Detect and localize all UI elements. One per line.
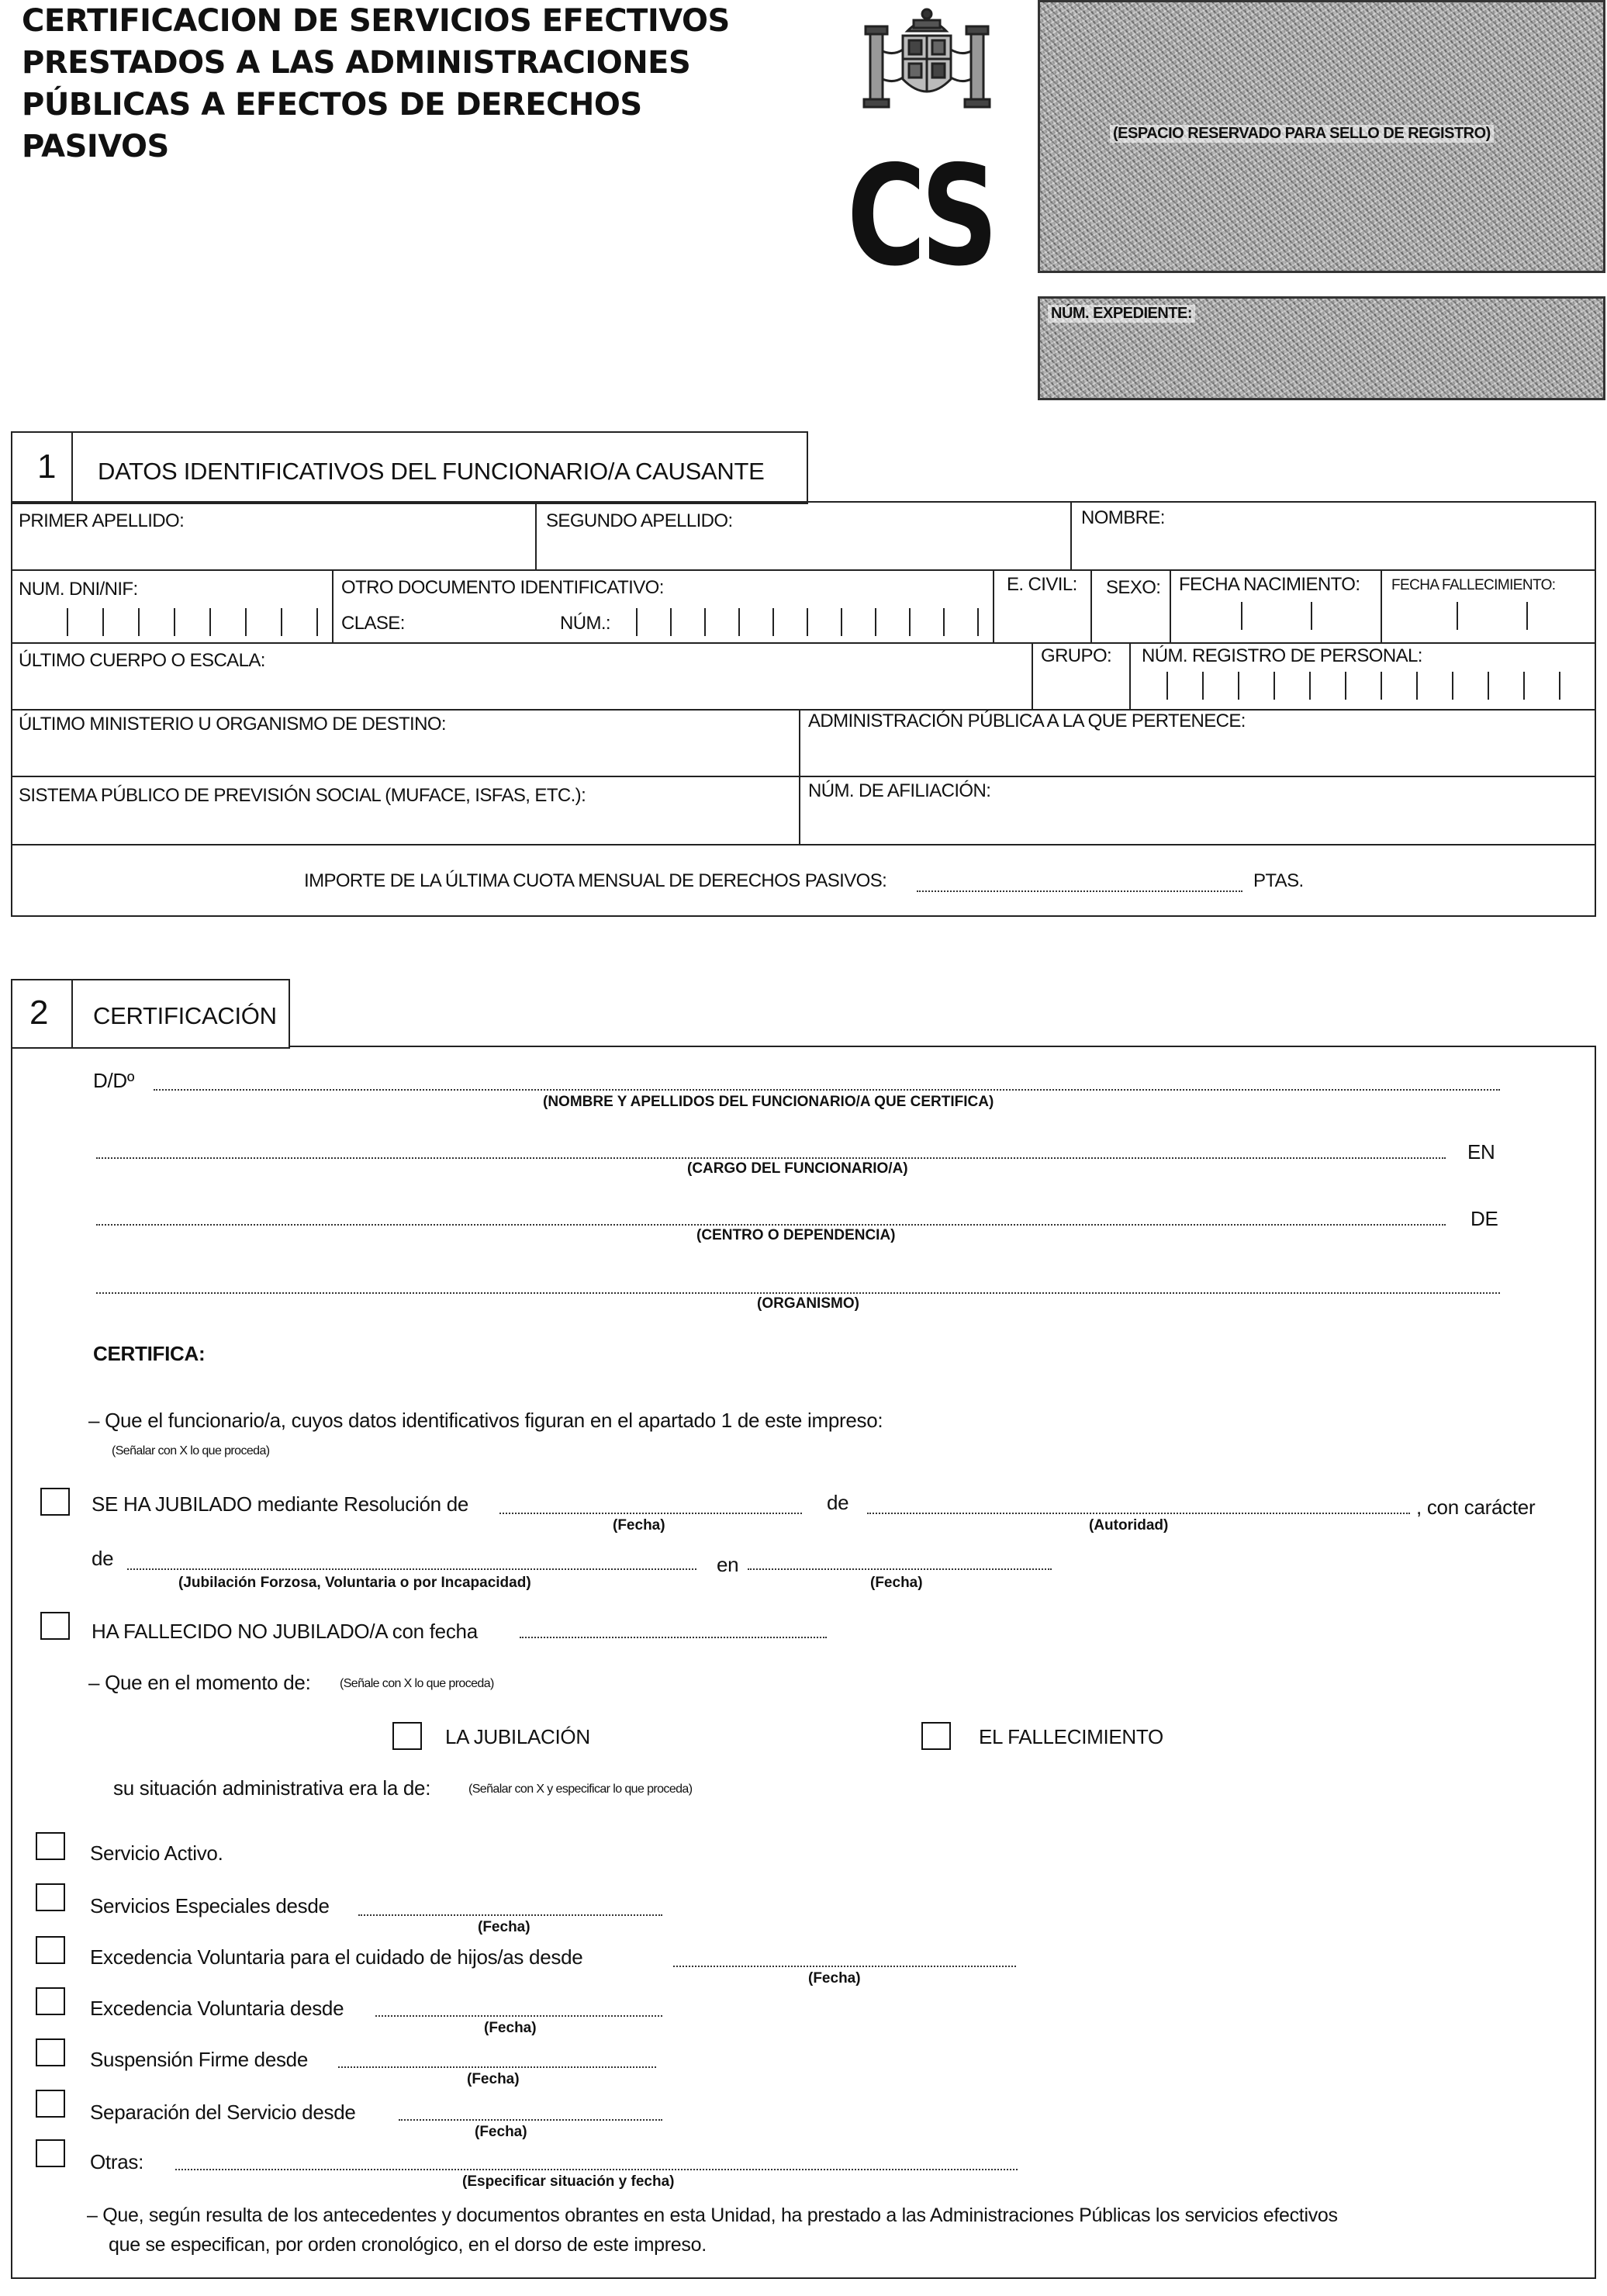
jubilado-tipo-caption: (Jubilación Forzosa, Voluntaria o por Incapacidad)	[178, 1575, 531, 1591]
title-line-1: CERTIFICACION DE SERVICIOS EFECTIVOS	[22, 3, 730, 39]
option-servicios-especiales: Servicios Especiales desde	[90, 1894, 330, 1917]
field-importe-cuota: IMPORTE DE LA ÚLTIMA CUOTA MENSUAL DE DERECHOS PASIVOS:	[304, 870, 887, 891]
field-clase[interactable]: CLASE:	[341, 613, 405, 634]
registry-stamp-area	[1038, 0, 1605, 273]
jubilado-de: de	[827, 1491, 849, 1514]
title-line-3: PÚBLICAS A EFECTOS DE DERECHOS	[22, 87, 642, 123]
caption-cargo: (CARGO DEL FUNCIONARIO/A)	[687, 1160, 908, 1177]
dni-digit-boxes	[67, 608, 318, 636]
jubilado-autoridad-caption: (Autoridad)	[1089, 1517, 1169, 1534]
closing-line-1: – Que, según resulta de los antecedentes y documentos obrantes en esta Unidad, ha prestado a las Administraciones Públicas los servicios efectivos	[87, 2204, 1338, 2226]
servicios-especiales-fecha-caption: (Fecha)	[478, 1919, 530, 1935]
opt-jubilacion-label: LA JUBILACIÓN	[445, 1725, 590, 1748]
option-excedencia-hijos: Excedencia Voluntaria para el cuidado de hijos/as desde	[90, 1945, 583, 1969]
title-line-2: PRESTADOS A LAS ADMINISTRACIONES	[22, 45, 691, 81]
jubilado-autoridad-line[interactable]	[867, 1513, 1410, 1514]
jubilado-text: SE HA JUBILADO mediante Resolución de	[92, 1492, 469, 1516]
caption-centro: (CENTRO O DEPENDENCIA)	[696, 1227, 896, 1243]
situacion-note: (Señalar con X y especificar lo que proceda)	[468, 1783, 693, 1796]
fallecido-text: HA FALLECIDO NO JUBILADO/A con fecha	[92, 1620, 478, 1643]
intro-text: – Que el funcionario/a, cuyos datos identificativos figuran en el apartado 1 de este impreso:	[88, 1409, 883, 1432]
section-1-header	[11, 431, 808, 504]
ptas-label: PTAS.	[1253, 870, 1304, 891]
option-separacion-servicio: Separación del Servicio desde	[90, 2101, 356, 2124]
option-servicio-activo: Servicio Activo.	[90, 1841, 223, 1865]
jubilado-fecha-line[interactable]	[499, 1513, 802, 1514]
en-label: EN	[1467, 1140, 1495, 1164]
file-number-area	[1038, 296, 1605, 400]
separacion-servicio-fecha-line[interactable]	[399, 2119, 662, 2121]
momento-text: – Que en el momento de:	[88, 1671, 311, 1694]
opt-fallecimiento-label: EL FALLECIMIENTO	[979, 1725, 1163, 1748]
option-excedencia-voluntaria: Excedencia Voluntaria desde	[90, 1997, 344, 2020]
checkbox-servicios-especiales[interactable]	[36, 1883, 65, 1911]
caption-organismo: (ORGANISMO)	[757, 1295, 859, 1312]
certifica-heading: CERTIFICA:	[93, 1342, 206, 1365]
checkbox-fallecido[interactable]	[40, 1612, 70, 1640]
field-ultimo-cuerpo[interactable]: ÚLTIMO CUERPO O ESCALA:	[19, 650, 265, 671]
field-otro-num[interactable]: NÚM.:	[560, 613, 610, 634]
jubilado-fecha2-caption: (Fecha)	[870, 1575, 923, 1591]
excedencia-voluntaria-fecha-line[interactable]	[375, 2015, 662, 2017]
jubilado-tipo-line[interactable]	[127, 1568, 696, 1570]
checkbox-separacion-servicio[interactable]	[36, 2090, 65, 2118]
checkbox-el-fallecimiento[interactable]	[921, 1722, 951, 1750]
field-otro-documento: OTRO DOCUMENTO IDENTIFICATIVO:	[341, 577, 664, 598]
servicios-especiales-fecha-line[interactable]	[358, 1914, 662, 1916]
certifier-organismo-line[interactable]	[96, 1292, 1500, 1294]
field-fecha-nacimiento[interactable]: FECHA NACIMIENTO:	[1179, 574, 1360, 595]
checkbox-jubilado[interactable]	[40, 1488, 70, 1516]
otras-line[interactable]	[175, 2169, 1018, 2170]
section-2-header	[11, 979, 290, 1049]
field-grupo[interactable]: GRUPO:	[1041, 645, 1112, 666]
jubilado-caracter: , con carácter	[1416, 1496, 1536, 1519]
checkbox-excedencia-voluntaria[interactable]	[36, 1987, 65, 2015]
section-2-title: CERTIFICACIÓN	[93, 1002, 277, 1029]
certifier-cargo-line[interactable]	[96, 1157, 1446, 1159]
importe-input-line[interactable]	[917, 890, 1242, 892]
separacion-servicio-fecha-caption: (Fecha)	[475, 2124, 527, 2140]
section-2-number: 2	[29, 994, 49, 1032]
section-1-title: DATOS IDENTIFICATIVOS DEL FUNCIONARIO/A CAUSANTE	[98, 458, 765, 485]
file-number-label: NÚM. EXPEDIENTE:	[1048, 305, 1195, 323]
checkbox-otras[interactable]	[36, 2139, 65, 2167]
coat-of-arms-icon	[853, 5, 1000, 113]
fecha-nacimiento-boxes	[1241, 602, 1312, 630]
field-estado-civil[interactable]: E. CIVIL:	[1007, 574, 1077, 595]
jubilado-fecha2-line[interactable]	[748, 1568, 1052, 1570]
title-line-4: PASIVOS	[22, 129, 169, 164]
option-otras: Otras:	[90, 2150, 143, 2173]
num-registro-digit-boxes	[1166, 672, 1560, 700]
field-dni[interactable]: NUM. DNI/NIF:	[19, 579, 138, 600]
excedencia-voluntaria-fecha-caption: (Fecha)	[484, 2020, 537, 2036]
field-fecha-fallecimiento[interactable]: FECHA FALLECIMIENTO:	[1391, 577, 1556, 593]
intro-note: (Señalar con X lo que proceda)	[112, 1444, 270, 1457]
checkbox-servicio-activo[interactable]	[36, 1832, 65, 1860]
excedencia-hijos-fecha-caption: (Fecha)	[808, 1970, 861, 1987]
suspension-firme-fecha-caption: (Fecha)	[467, 2071, 520, 2087]
jubilado-de2: de	[92, 1547, 114, 1570]
section-1-table	[11, 501, 1596, 917]
jubilado-en: en	[717, 1553, 739, 1576]
momento-note: (Señale con X lo que proceda)	[340, 1677, 494, 1690]
field-administracion[interactable]: ADMINISTRACIÓN PÚBLICA A LA QUE PERTENECE:	[808, 711, 1246, 731]
checkbox-excedencia-hijos[interactable]	[36, 1936, 65, 1964]
field-nombre[interactable]: NOMBRE:	[1081, 507, 1165, 528]
checkbox-suspension-firme[interactable]	[36, 2038, 65, 2066]
field-num-afiliacion[interactable]: NÚM. DE AFILIACIÓN:	[808, 780, 991, 801]
situacion-text: su situación administrativa era la de:	[113, 1776, 431, 1800]
checkbox-la-jubilacion[interactable]	[392, 1722, 422, 1750]
jubilado-fecha-caption: (Fecha)	[613, 1517, 665, 1534]
registry-stamp-label: (ESPACIO RESERVADO PARA SELLO DE REGISTRO)	[1110, 125, 1494, 143]
form-code: CS	[847, 136, 991, 296]
caption-nombre: (NOMBRE Y APELLIDOS DEL FUNCIONARIO/A QUE CERTIFICA)	[543, 1094, 994, 1110]
certifier-name-line[interactable]	[154, 1089, 1500, 1091]
field-primer-apellido[interactable]: PRIMER APELLIDO:	[19, 510, 185, 531]
certifier-centro-line[interactable]	[96, 1224, 1446, 1226]
form-title	[22, 0, 828, 168]
field-sistema-prevision[interactable]: SISTEMA PÚBLICO DE PREVISIÓN SOCIAL (MUFACE, ISFAS, ETC.):	[19, 785, 586, 806]
field-sexo[interactable]: SEXO:	[1106, 577, 1161, 598]
suspension-firme-fecha-line[interactable]	[338, 2066, 656, 2068]
de-label: DE	[1470, 1207, 1498, 1230]
field-segundo-apellido[interactable]: SEGUNDO APELLIDO:	[546, 510, 733, 531]
section-1-number: 1	[37, 448, 57, 486]
closing-line-2: que se especifican, por orden cronológico, en el dorso de este impreso.	[109, 2234, 707, 2256]
excedencia-hijos-fecha-line[interactable]	[673, 1966, 1016, 1967]
otras-caption: (Especificar situación y fecha)	[462, 2173, 675, 2190]
fallecido-fecha-line[interactable]	[520, 1637, 827, 1638]
otro-num-digit-boxes	[636, 608, 979, 636]
dd-label: D/Dº	[93, 1069, 135, 1092]
fecha-fallecimiento-boxes	[1457, 602, 1528, 630]
field-ultimo-ministerio[interactable]: ÚLTIMO MINISTERIO U ORGANISMO DE DESTINO:	[19, 714, 446, 735]
option-suspension-firme: Suspensión Firme desde	[90, 2048, 308, 2071]
field-num-registro[interactable]: NÚM. REGISTRO DE PERSONAL:	[1142, 645, 1422, 666]
